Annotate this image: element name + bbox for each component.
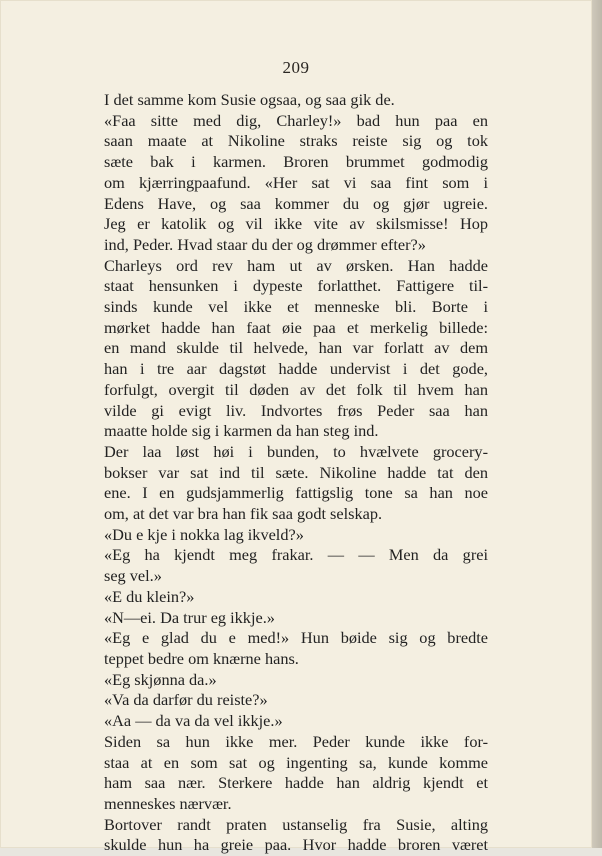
text-line: «Eg skjønna da.» <box>104 669 217 689</box>
text-line: sæte bak i karmen. Broren brummet godmodig <box>104 152 488 172</box>
text-line: «Eg ha kjendt meg frakar. — — Men da grei <box>104 545 488 565</box>
text-line: «Du e kje i nokka lag ikveld?» <box>104 524 304 544</box>
text-line: Jeg er katolik og vil ikke vite av skilsmisse! Hop <box>104 214 488 234</box>
text-line: ind, Peder. Hvad staar du der og drømmer efter?» <box>104 234 426 254</box>
text-line: ene. I en gudsjammerlig fattigslig tone sa han noe <box>104 483 488 503</box>
text-line: «Aa — da va da vel ikkje.» <box>104 711 283 731</box>
text-line: seg vel.» <box>104 566 162 586</box>
text-line: maatte holde sig i karmen da han steg ind. <box>104 421 379 441</box>
text-line: saan maate at Nikoline straks reiste sig og tok <box>104 131 488 151</box>
text-line: skulde hun ha greie paa. Hvor hadde broren været <box>104 835 488 855</box>
text-line: vilde gi evigt liv. Indvortes frøs Peder saa han <box>104 400 488 420</box>
text-line: «E du klein?» <box>104 586 195 606</box>
text-line: en mand skulde til helvede, han var forlatt av dem <box>104 338 488 358</box>
text-line: «Va da darfør du reiste?» <box>104 690 268 710</box>
text-line: Charleys ord rev ham ut av ørsken. Han hadde <box>104 255 488 275</box>
text-line: Siden sa hun ikke mer. Peder kunde ikke for- <box>104 731 488 751</box>
text-line: staa at en som sat og ingenting sa, kunde komme <box>104 752 488 772</box>
text-line: teppet bedre om knærne hans. <box>104 648 299 668</box>
text-line: han i tre aar dagstøt hadde undervist i det gode, <box>104 359 488 379</box>
text-line: «Faa sitte med dig, Charley!» bad hun paa en <box>104 110 488 130</box>
page-number: 209 <box>282 58 310 77</box>
text-line: bokser var sat ind til sæte. Nikoline hadde tat den <box>104 462 488 482</box>
text-line: om kjærringpaafund. «Her sat vi saa fint som i <box>104 172 488 192</box>
text-line: I det samme kom Susie ogsaa, og saa gik de. <box>104 90 395 109</box>
text-line: mørket hadde han faat øie paa et merkelig billede: <box>104 317 488 337</box>
body-text <box>104 90 488 856</box>
text-line: Bortover randt praten ustanselig fra Susie, alting <box>104 814 488 834</box>
text-line: sinds kunde vel ikke et menneske bli. Borte i <box>104 297 488 317</box>
text-line: staat hensunken i dypeste forlatthet. Fattigere til- <box>104 276 488 296</box>
text-line: ham saa nær. Sterkere hadde han aldrig kjendt et <box>104 773 488 793</box>
text-line: om, at det var bra han fik saa godt selskap. <box>104 504 383 524</box>
text-line: «Eg e glad du e med!» Hun bøide sig og bredte <box>104 628 488 648</box>
text-line: «N—ei. Da trur eg ikkje.» <box>104 607 275 627</box>
text-line: forfulgt, overgit til døden av det folk til hvem han <box>104 379 488 399</box>
text-line: menneskes nærvær. <box>104 793 232 813</box>
text-line: Der laa løst høi i bunden, to hvælvete grocery- <box>104 441 488 461</box>
page-edge <box>592 0 602 848</box>
text-line: Edens Have, og saa kommer du og gjør ugreie. <box>104 193 488 213</box>
